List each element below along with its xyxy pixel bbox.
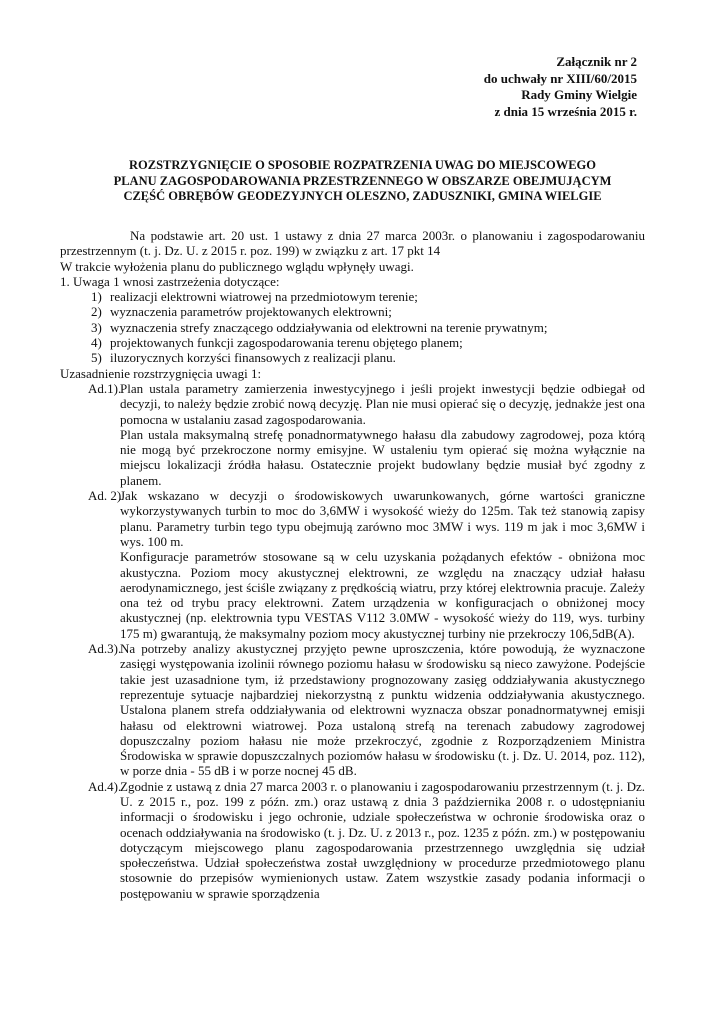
- ad-1-section: [60, 381, 645, 488]
- remark-1-heading: 1. Uwaga 1 wnosi zastrzeżenia dotyczące:: [60, 273, 280, 289]
- ad-3-paragraph-1: Na potrzeby analizy akustycznej przyjęto pewne uproszczenia, które powodują, że wyznaczone zasięgi występowania izolinii równego poziomu hałasu w środowisku są nieco zawyżone. Podejście takie jest uzasadnione tym, iż przedstawiony prognozowany zasięg oddziaływania akustycznego reprezentuje sytuacje najbardziej niekorzystną z punktu widzenia oddziaływania akustycznego. Ustalona planem strefa oddziaływania od elektrowni wyznacza obszar ponadnormatywnej emisji hałasu od elektrowni wiatrowej. Poza ustaloną strefą na terenach zabudowy zagrodowej dopuszczalny poziom hałasu nie może przekroczyć, zgodnie z Rozporządzeniem Ministra Środowiska w sprawie dopuszczalnych poziomów hałasu w środowisku (t. j. Dz. U. 2014, poz. 112), w porze dnia - 55 dB i w porze nocnej 45 dB.: [120, 641, 645, 779]
- document-title: [60, 158, 665, 205]
- ad-2-paragraph-2: Konfiguracje parametrów stosowane są w celu uzyskania pożądanych efektów - obniżona moc akustyczna. Poziom mocy akustycznej elektrowni, ze względu na znaczący udział hałasu aerodynamicznego, jest ściśle związany z prędkością wiatru, przy której elektrownia pracuje. Zależy ona też od trybu pracy elektrowni. Zatem urządzenia w konfiguracjach o obniżonej mocy akustycznej (np. elektrownia typu VESTAS V112 3.0MW - wysokość wieży do 119, wys. turbiny 175 m) gwarantują, że maksymalny poziom mocy akustycznej turbiny nie przekroczy 106,5dB(A).: [120, 549, 645, 641]
- attachment-number: Załącznik nr 2: [556, 54, 637, 69]
- attachment-header: [484, 54, 637, 120]
- legal-basis-paragraph: Na podstawie art. 20 ust. 1 ustawy z dnia 27 marca 2003r. o planowaniu i zagospodarowaniu przestrzennym (t. j. Dz. U. z 2015 r. poz. 199) w związku z art. 17 pkt 14: [60, 228, 645, 259]
- remarks-received-line: W trakcie wyłożenia planu do publicznego wglądu wpłynęły uwagi.: [60, 258, 414, 274]
- list-item: 2) wyznaczenia parametrów projektowanych elektrowni;: [91, 304, 392, 320]
- remark-1-list: [60, 289, 645, 365]
- ad-4-paragraph-1: Zgodnie z ustawą z dnia 27 marca 2003 r. o planowaniu i zagospodarowaniu przestrzennym (t. j. Dz. U. z 2015 r., poz. 199 z późn. zm.) oraz ustawą z dnia 3 października 2008 r. o udostępnianiu informacji o środowisku i jego ochronie, udziale społeczeństwa w ochronie środowiska oraz o ocenach oddziaływania na środowisko (t. j. Dz. U. z 2013 r., poz. 1235 z późn. zm.) w postępowaniu dotyczącym miejscowego planu zagospodarowania przestrzennego uwzględnia się udział społeczeństwa. Udział społeczeństwa został uwzględniony w procedurze przedmiotowego planu stosownie do przepisów wymienionych ustaw. Zatem wszystkie zasady podania informacji o postępowaniu w sprawie sporządzenia: [120, 778, 645, 901]
- title-line-2: PLANU ZAGOSPODAROWANIA PRZESTRZENNEGO W OBSZARZE OBEJMUJĄCYM: [113, 173, 612, 188]
- ad-1-paragraph-2: Plan ustala maksymalną strefę ponadnormatywnego hałasu dla zabudowy zagrodowej, poza którą nie mogą być przekroczone normy emisyjne. W ustaleniu tym opierać się można wyłącznie na miejscu lokalizacji źródła hałasu. Ostatecznie projekt budowlany będzie musiał być zgodny z planem.: [120, 426, 645, 488]
- list-item: 4) projektowanych funkcji zagospodarowania terenu objętego planem;: [91, 335, 463, 351]
- ad-2-paragraph-1: Jak wskazano w decyzji o środowiskowych uwarunkowanych, górne wartości graniczne wykorzystywanych turbin to moc do 3,6MW i wysokość wieży do 125m. Tak też stanowią zapisy planu. Parametry turbin tego typu obejmują zarówno moc 3MW i wys. 119 m jak i moc 3,6MW i wys. 100 m.: [120, 488, 645, 549]
- resolution-number: do uchwały nr XIII/60/2015: [483, 70, 637, 86]
- ad-4-label: Ad.4).: [88, 778, 122, 794]
- ad-4-section: [60, 779, 645, 901]
- ad-3-section: [60, 641, 645, 779]
- ad-2-label: Ad. 2).: [88, 488, 125, 504]
- ad-2-section: [60, 488, 645, 641]
- list-item: 3) wyznaczenia strefy znaczącego oddziaływania od elektrowni na terenie prywatnym;: [91, 319, 548, 335]
- title-line-3: CZĘŚĆ OBRĘBÓW GEODEZYJNYCH OLESZNO, ZADUSZNIKI, GMINA WIELGIE: [123, 189, 602, 203]
- document-body: [60, 228, 645, 901]
- ad-1-paragraph-1: Plan ustala parametry zamierzenia inwestycyjnego i jeśli projekt inwestycji będzie odbiegał od decyzji, to należy będzie zrobić nową decyzję. Plan nie musi opierać się o decyzję, jednakże jest ona pomocna w ustalaniu zasad zagospodarowania.: [120, 380, 645, 427]
- justification-heading: Uzasadnienie rozstrzygnięcia uwagi 1:: [60, 365, 262, 381]
- council-name: Rady Gminy Wielgie: [521, 87, 637, 102]
- ad-3-label: Ad.3).: [88, 641, 122, 657]
- resolution-date: z dnia 15 września 2015 r.: [494, 103, 637, 119]
- title-line-1: ROZSTRZYGNIĘCIE O SPOSOBIE ROZPATRZENIA UWAG DO MIEJSCOWEGO: [129, 158, 596, 172]
- list-item: 5) iluzorycznych korzyści finansowych z realizacji planu.: [91, 350, 396, 366]
- ad-1-label: Ad.1).: [88, 380, 122, 396]
- list-item: 1) realizacji elektrowni wiatrowej na przedmiotowym terenie;: [91, 289, 418, 305]
